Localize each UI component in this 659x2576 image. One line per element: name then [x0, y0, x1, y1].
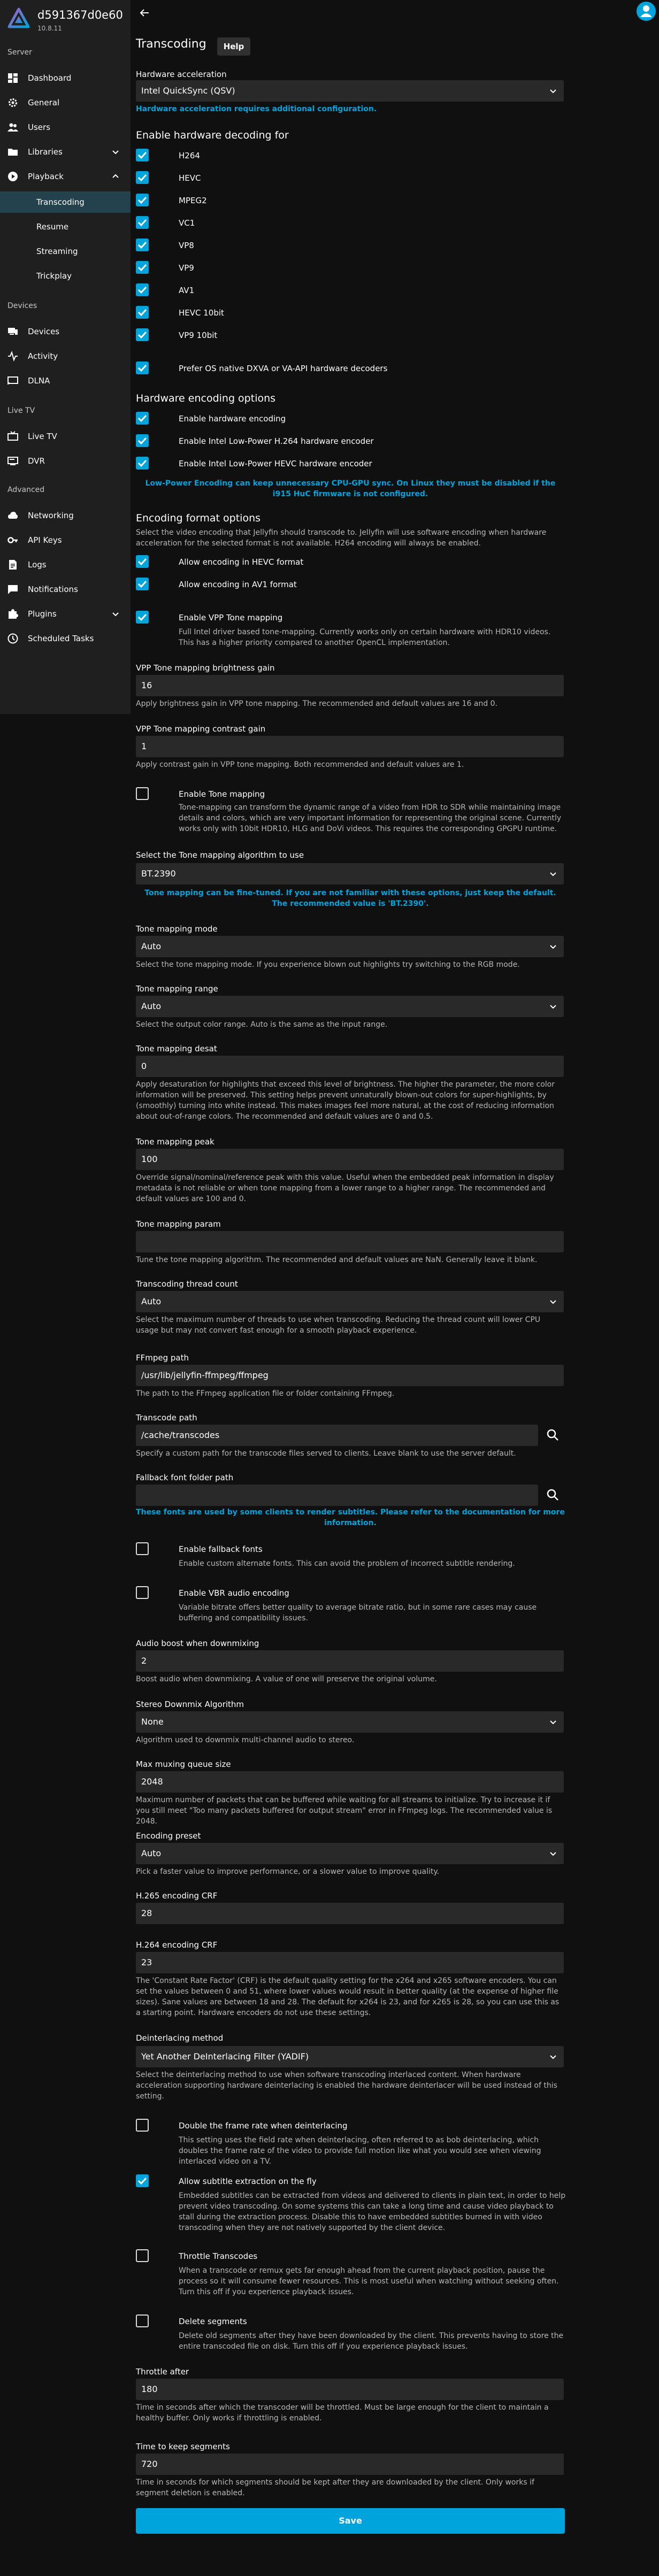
- vpp-tonemap-label: Enable VPP Tone mapping: [179, 613, 283, 622]
- codec-label: VC1: [179, 218, 195, 228]
- hw-accel-select[interactable]: [136, 80, 564, 102]
- nav-label: Live TV: [28, 432, 57, 441]
- user-avatar[interactable]: [637, 2, 656, 21]
- select-value: Auto: [141, 941, 162, 951]
- codec-checkbox-mpeg2[interactable]: [136, 194, 149, 206]
- input-value: 0: [141, 1061, 147, 1071]
- deinterlace-description: Select the deinterlacing method to use when software transcoding interlaced content. When hardware acceleration supporting hardware deinterlacing is enabled the hardware deinterlacer will be used instead of this setting.: [136, 2071, 557, 2101]
- nav-users[interactable]: [0, 117, 131, 138]
- fallback-font-input[interactable]: [136, 1485, 538, 1506]
- nav-label: Streaming: [36, 247, 78, 256]
- nav-live-tv[interactable]: [0, 426, 131, 447]
- vpp-contrast-description: Apply contrast gain in VPP tone mapping. Both recommended and default values are 1.: [136, 760, 464, 769]
- double-rate-checkbox[interactable]: [136, 2119, 149, 2132]
- search-icon[interactable]: [545, 1427, 562, 1444]
- codec-checkbox-h264[interactable]: [136, 149, 149, 162]
- tonemap-checkbox[interactable]: [136, 787, 149, 800]
- section-devices: Devices: [7, 302, 37, 310]
- key-icon: [7, 535, 18, 545]
- allow-hevc-label: Allow encoding in HEVC format: [179, 557, 304, 567]
- section-live-tv: Live TV: [7, 406, 35, 415]
- person-icon: [637, 2, 656, 21]
- downmix-select[interactable]: [136, 1711, 564, 1733]
- input-value: 23: [141, 1957, 152, 1967]
- help-button[interactable]: Help: [217, 37, 250, 56]
- vpp-tonemap-checkbox[interactable]: [136, 611, 149, 624]
- codec-label: H264: [179, 151, 200, 160]
- enable-fallback-fonts-description: Enable custom alternate fonts. This can avoid the problem of incorrect subtitle rendering.: [179, 1559, 515, 1568]
- nav-label: Resume: [36, 222, 69, 232]
- throttle-after-description: Time in seconds after which the transcoder will be throttled. Must be large enough for the client to maintain a healthy buffer. Only works if throttling is enabled.: [136, 2403, 549, 2423]
- thread-count-description: Select the maximum number of threads to use when transcoding. Reducing the thread count will lower CPU usage but may not convert fast enough for a smooth playback experience.: [136, 1316, 541, 1335]
- codec-label: MPEG2: [179, 196, 207, 205]
- encoding-preset-description: Pick a faster value to improve performance, or a slower value to improve quality.: [136, 1867, 440, 1876]
- codec-checkbox-vp8[interactable]: [136, 239, 149, 251]
- double-rate-label: Double the frame rate when deinterlacing: [179, 2121, 348, 2131]
- deinterlace-label: Deinterlacing method: [136, 2033, 224, 2043]
- codec-checkbox-vp9[interactable]: [136, 261, 149, 274]
- play-circle-icon: [7, 171, 18, 182]
- allow-av1-label: Allow encoding in AV1 format: [179, 580, 297, 589]
- h265-crf-input[interactable]: [136, 1903, 564, 1924]
- input-value: 100: [141, 1154, 158, 1164]
- enable-vbr-checkbox[interactable]: [136, 1586, 149, 1599]
- enable-hw-encoding-label: Enable hardware encoding: [179, 414, 286, 424]
- audio-boost-description: Boost audio when downmixing. A value of one will preserve the original volume.: [136, 1675, 437, 1683]
- keep-segments-description: Time in seconds for which segments should be kept after they are downloaded by the client. Only works if segment deletion is enabled.: [136, 2478, 534, 2497]
- chevron-down-icon: [549, 87, 557, 95]
- nav-logs[interactable]: [0, 554, 131, 575]
- audio-boost-label: Audio boost when downmixing: [136, 1639, 259, 1648]
- nav-label: Logs: [28, 560, 47, 570]
- nav-label: Notifications: [28, 585, 78, 594]
- nav-label: DLNA: [28, 376, 50, 386]
- encoding-preset-select[interactable]: [136, 1843, 564, 1864]
- muxing-queue-label: Max muxing queue size: [136, 1759, 231, 1769]
- nav-dvr[interactable]: [0, 450, 131, 472]
- ffmpeg-path-input[interactable]: [136, 1365, 564, 1386]
- tonemap-algo-label: Select the Tone mapping algorithm to use: [136, 850, 304, 860]
- throttle-after-input[interactable]: [136, 2379, 564, 2400]
- deinterlace-select[interactable]: [136, 2046, 564, 2067]
- tonemap-desat-label: Tone mapping desat: [136, 1044, 217, 1054]
- tonemap-description: Tone-mapping can transform the dynamic range of a video from HDR to SDR while maintaining image details and colors, which are very important information for representing the original scene. Currently works only with 10bit HDR10, HLG and DoVi videos. This requires the corresponding GPGPU runtime.: [179, 803, 562, 833]
- nav-dlna[interactable]: [0, 370, 131, 391]
- tonemap-mode-select[interactable]: [136, 936, 564, 957]
- nav-label: Dashboard: [28, 73, 72, 83]
- tonemap-mode-description: Select the tone mapping mode. If you experience blown out highlights try switching to the RGB mode.: [136, 960, 520, 969]
- tonemap-param-label: Tone mapping param: [136, 1219, 221, 1229]
- nav-trickplay[interactable]: [0, 265, 131, 287]
- nav-activity[interactable]: [0, 345, 131, 367]
- enable-lp-h264-checkbox[interactable]: [136, 434, 149, 447]
- codec-checkbox-vc1[interactable]: [136, 216, 149, 229]
- folder-icon: [7, 147, 18, 157]
- vpp-contrast-input[interactable]: [136, 736, 564, 757]
- nav-devices[interactable]: [0, 321, 131, 342]
- format-heading: Encoding format options: [136, 512, 261, 524]
- keep-segments-label: Time to keep segments: [136, 2442, 230, 2451]
- double-rate-description: This setting uses the field rate when deinterlacing, often referred to as bob deinterlacing, which doubles the frame rate of the video to provide full motion like what you would see when viewing interlaced video on a TV.: [179, 2136, 541, 2166]
- throttle-after-label: Throttle after: [136, 2367, 189, 2377]
- thread-count-select[interactable]: [136, 1291, 564, 1312]
- activity-icon: [7, 351, 18, 362]
- section-server: Server: [7, 48, 32, 57]
- server-version: 10.8.11: [37, 25, 62, 32]
- tonemap-param-input[interactable]: [136, 1231, 564, 1252]
- section-advanced: Advanced: [7, 486, 45, 494]
- puzzle-icon: [7, 609, 18, 619]
- nav-networking[interactable]: [0, 505, 131, 526]
- chevron-down-icon: [549, 1849, 557, 1858]
- sidebar: [0, 0, 131, 714]
- downmix-label: Stereo Downmix Algorithm: [136, 1700, 244, 1709]
- transcode-path-input[interactable]: [136, 1425, 538, 1446]
- select-value: Auto: [141, 1848, 162, 1858]
- dvr-icon: [7, 456, 18, 466]
- prefer-native-label: Prefer OS native DXVA or VA-API hardware decoders: [179, 364, 388, 373]
- save-button[interactable]: Save: [136, 2508, 565, 2534]
- nav-dashboard[interactable]: [0, 67, 131, 89]
- encoding-preset-label: Encoding preset: [136, 1831, 201, 1841]
- clock-icon: [7, 633, 18, 644]
- h264-crf-input[interactable]: [136, 1952, 564, 1973]
- page-title: Transcoding: [136, 37, 206, 51]
- tv-icon: [7, 431, 18, 442]
- ffmpeg-path-description: The path to the FFmpeg application file or folder containing FFmpeg.: [136, 1389, 395, 1398]
- allow-hevc-checkbox[interactable]: [136, 555, 149, 568]
- tonemap-label: Enable Tone mapping: [179, 789, 265, 799]
- chevron-down-icon: [549, 1297, 557, 1306]
- format-description: Select the video encoding that Jellyfin should transcode to. Jellyfin will use software encoding when hardware acceleration for the selected format is not available. H264 encoding will always be enabled.: [136, 528, 547, 548]
- codec-label: VP9: [179, 263, 194, 273]
- select-value: Auto: [141, 1296, 162, 1306]
- transcode-path-label: Transcode path: [136, 1413, 197, 1422]
- cast-icon: [7, 375, 18, 386]
- input-value: 180: [141, 2384, 158, 2394]
- delete-segments-checkbox[interactable]: [136, 2314, 149, 2327]
- codec-label: HEVC 10bit: [179, 308, 224, 318]
- nav-label: Playback: [28, 172, 64, 181]
- throttle-checkbox[interactable]: [136, 2249, 149, 2262]
- ffmpeg-path-label: FFmpeg path: [136, 1353, 189, 1363]
- subtitle-extract-checkbox[interactable]: [136, 2174, 149, 2187]
- chevron-down-icon: [549, 1002, 557, 1011]
- muxing-queue-input[interactable]: [136, 1771, 564, 1793]
- hw-accel-label: Hardware acceleration: [136, 70, 227, 79]
- input-value: /cache/transcodes: [141, 1430, 220, 1440]
- keep-segments-input[interactable]: [136, 2454, 564, 2475]
- tonemap-range-select[interactable]: [136, 996, 564, 1017]
- chevron-down-icon: [549, 1718, 557, 1726]
- enable-vbr-description: Variable bitrate offers better quality to average bitrate ratio, but in some rare cases may cause buffering and compatibility issues.: [179, 1603, 537, 1623]
- vpp-brightness-label: VPP Tone mapping brightness gain: [136, 663, 275, 673]
- delete-segments-label: Delete segments: [179, 2317, 247, 2326]
- nav-label: API Keys: [28, 535, 62, 545]
- chevron-down-icon: [549, 2052, 557, 2061]
- codec-label: AV1: [179, 286, 195, 295]
- input-value: 28: [141, 1908, 152, 1918]
- downmix-description: Algorithm used to downmix multi-channel audio to stereo.: [136, 1736, 355, 1744]
- chevron-down-icon: [549, 870, 557, 878]
- codec-label: HEVC: [179, 173, 201, 183]
- input-value: 1: [141, 741, 147, 751]
- vpp-tonemap-description: Full Intel driver based tone-mapping. Currently works only on certain hardware with HDR10 videos. This has a higher priority compared to another OpenCL implementation.: [179, 628, 551, 647]
- users-icon: [7, 122, 18, 133]
- chevron-down-icon: [111, 610, 120, 618]
- nav-label: Activity: [28, 351, 58, 361]
- vpp-contrast-label: VPP Tone mapping contrast gain: [136, 724, 266, 734]
- tonemap-range-description: Select the output color range. Auto is the same as the input range.: [136, 1020, 388, 1029]
- enable-fallback-fonts-label: Enable fallback fonts: [179, 1544, 263, 1554]
- hw-encoding-heading: Hardware encoding options: [136, 393, 276, 404]
- hw-accel-note[interactable]: Hardware acceleration requires additional configuration.: [136, 105, 377, 113]
- codec-checkbox-vp9-10bit[interactable]: [136, 328, 149, 341]
- select-value: Intel QuickSync (QSV): [141, 86, 235, 96]
- transcode-path-description: Specify a custom path for the transcode files served to clients. Leave blank to use the server default.: [136, 1449, 516, 1458]
- nav-label: Scheduled Tasks: [28, 634, 94, 643]
- tonemap-mode-label: Tone mapping mode: [136, 924, 218, 934]
- nav-label: Transcoding: [36, 197, 85, 207]
- input-value: /usr/lib/jellyfin-ffmpeg/ffmpeg: [141, 1370, 269, 1380]
- nav-scheduled-tasks[interactable]: [0, 628, 131, 649]
- enable-lp-hevc-checkbox[interactable]: [136, 457, 149, 470]
- codec-checkbox-hevc-10bit[interactable]: [136, 306, 149, 319]
- cloud-icon: [7, 510, 18, 521]
- nav-label: Trickplay: [36, 271, 72, 281]
- server-name: d591367d0e60: [37, 9, 123, 21]
- codec-label: VP9 10bit: [179, 330, 218, 340]
- enable-hw-encoding-checkbox[interactable]: [136, 412, 149, 425]
- allow-av1-checkbox[interactable]: [136, 578, 149, 590]
- enable-lp-hevc-label: Enable Intel Low-Power HEVC hardware encoder: [179, 459, 372, 468]
- search-icon[interactable]: [545, 1487, 562, 1504]
- devices-icon: [7, 326, 18, 337]
- fallback-font-note[interactable]: These fonts are used by some clients to render subtitles. Please refer to the documentation for more information.: [136, 1508, 565, 1527]
- back-arrow-icon[interactable]: [138, 6, 151, 19]
- nav-label: Networking: [28, 511, 74, 520]
- nav-api-keys[interactable]: [0, 529, 131, 551]
- nav-label: DVR: [28, 456, 45, 466]
- tonemap-desat-description: Apply desaturation for highlights that exceed this level of brightness. The higher the parameter, the more color information will be preserved. This setting helps prevent unnaturally blown-out colors for super-highlights, by (smoothly) turning into white instead. This makes images feel more natural, at the cost of reducing information about out-of-range colors. The recommended and default values are 0 and 0.5.: [136, 1080, 555, 1121]
- input-value: 720: [141, 2459, 158, 2469]
- throttle-description: When a transcode or remux gets far enough ahead from the current playback position, pause the process so it will consume fewer resources. This is most useful when watching without seeking often. Turn this off if you experience playback issues.: [179, 2266, 559, 2296]
- nav-label: Libraries: [28, 147, 63, 157]
- nav-transcoding[interactable]: [0, 191, 131, 213]
- tonemap-range-label: Tone mapping range: [136, 984, 218, 994]
- codec-label: VP8: [179, 241, 194, 250]
- crf-description: The 'Constant Rate Factor' (CRF) is the default quality setting for the x264 and x265 software encoders. You can set the values between 0 and 51, where lower values would result in better quality (at the expense of higher file sizes). Sane values are between 18 and 28. The default for x264 is 23, and for x265 is 28, so you can use this as a starting point. Hardware encoders do not use these settings.: [136, 1977, 560, 2017]
- vpp-brightness-input[interactable]: [136, 675, 564, 696]
- low-power-note: Low-Power Encoding can keep unnecessary CPU-GPU sync. On Linux they must be disabled if the i915 HuC firmware is not configured.: [145, 479, 556, 498]
- chevron-up-icon: [111, 172, 120, 181]
- speech-bubble-icon: [7, 584, 18, 595]
- select-value: None: [141, 1717, 164, 1727]
- nav-general[interactable]: [0, 92, 131, 113]
- tonemap-peak-input[interactable]: [136, 1149, 564, 1170]
- select-value: BT.2390: [141, 868, 176, 879]
- nav-label: Plugins: [28, 609, 57, 619]
- subtitle-extract-description: Embedded subtitles can be extracted from videos and delivered to clients in plain text, in order to help prevent video transcoding. On some systems this can take a long time and cause video playback to stall during the extraction process. Disable this to have embedded subtitles burned in with video transcoding when they are not natively supported by the client device.: [179, 2191, 566, 2232]
- fallback-font-label: Fallback font folder path: [136, 1473, 234, 1482]
- input-value: 2: [141, 1656, 147, 1666]
- select-value: Yet Another DeInterlacing Filter (YADIF): [141, 2051, 309, 2062]
- tonemap-param-description: Tune the tone mapping algorithm. The recommended and default values are NaN. Generally leave it blank.: [136, 1256, 538, 1264]
- hw-decoding-heading: Enable hardware decoding for: [136, 129, 289, 141]
- h265-crf-label: H.265 encoding CRF: [136, 1891, 218, 1901]
- delete-segments-description: Delete old segments after they have been downloaded by the client. This prevents having to store the entire transcoded file on disk. Turn this off if you experience playback issues.: [179, 2332, 564, 2351]
- input-value: 2048: [141, 1777, 163, 1787]
- prefer-native-checkbox[interactable]: [136, 362, 149, 374]
- throttle-label: Throttle Transcodes: [179, 2251, 258, 2261]
- codec-checkbox-hevc[interactable]: [136, 171, 149, 184]
- thread-count-label: Transcoding thread count: [136, 1279, 238, 1289]
- enable-vbr-label: Enable VBR audio encoding: [179, 1588, 289, 1598]
- muxing-queue-description: Maximum number of packets that can be buffered while waiting for all streams to initialize. Try to increase it if you still meet "Too many packets buffered for output stream" error in FFmpeg logs. The recommended value is 2048.: [136, 1796, 553, 1826]
- nav-plugins[interactable]: [0, 603, 131, 625]
- enable-fallback-fonts-checkbox[interactable]: [136, 1542, 149, 1555]
- nav-streaming[interactable]: [0, 241, 131, 262]
- tonemap-algo-note: Tone mapping can be fine-tuned. If you are not familiar with these options, just keep the default. The recommended value is 'BT.2390'.: [144, 889, 556, 908]
- h264-crf-label: H.264 encoding CRF: [136, 1940, 218, 1950]
- tonemap-algo-select[interactable]: [136, 863, 564, 885]
- tonemap-peak-label: Tone mapping peak: [136, 1137, 214, 1147]
- nav-label: Users: [28, 122, 51, 132]
- nav-resume[interactable]: [0, 216, 131, 237]
- nav-label: General: [28, 98, 60, 107]
- enable-lp-h264-label: Enable Intel Low-Power H.264 hardware encoder: [179, 436, 374, 446]
- audio-boost-input[interactable]: [136, 1650, 564, 1672]
- gear-icon: [7, 97, 18, 108]
- nav-libraries[interactable]: [0, 141, 131, 163]
- codec-checkbox-av1[interactable]: [136, 283, 149, 296]
- nav-notifications[interactable]: [0, 579, 131, 600]
- tonemap-peak-description: Override signal/nominal/reference peak with this value. Useful when the embedded peak information in display metadata is not reliable or when tone mapping from a lower range to a higher range. The recommended and default values are 100 and 0.: [136, 1173, 554, 1203]
- select-value: Auto: [141, 1001, 162, 1011]
- document-icon: [7, 559, 18, 570]
- nav-label: Devices: [28, 327, 60, 336]
- vpp-brightness-description: Apply brightness gain in VPP tone mapping. The recommended and default values are 16 and 0.: [136, 699, 498, 708]
- chevron-down-icon: [111, 148, 120, 156]
- nav-playback[interactable]: [0, 166, 131, 187]
- brand[interactable]: [7, 5, 125, 37]
- input-value: 16: [141, 680, 152, 690]
- tonemap-desat-input[interactable]: [136, 1056, 564, 1077]
- jellyfin-logo-icon: [7, 7, 30, 30]
- subtitle-extract-label: Allow subtitle extraction on the fly: [179, 2177, 317, 2186]
- chevron-down-icon: [549, 942, 557, 951]
- dashboard-icon: [7, 73, 18, 83]
